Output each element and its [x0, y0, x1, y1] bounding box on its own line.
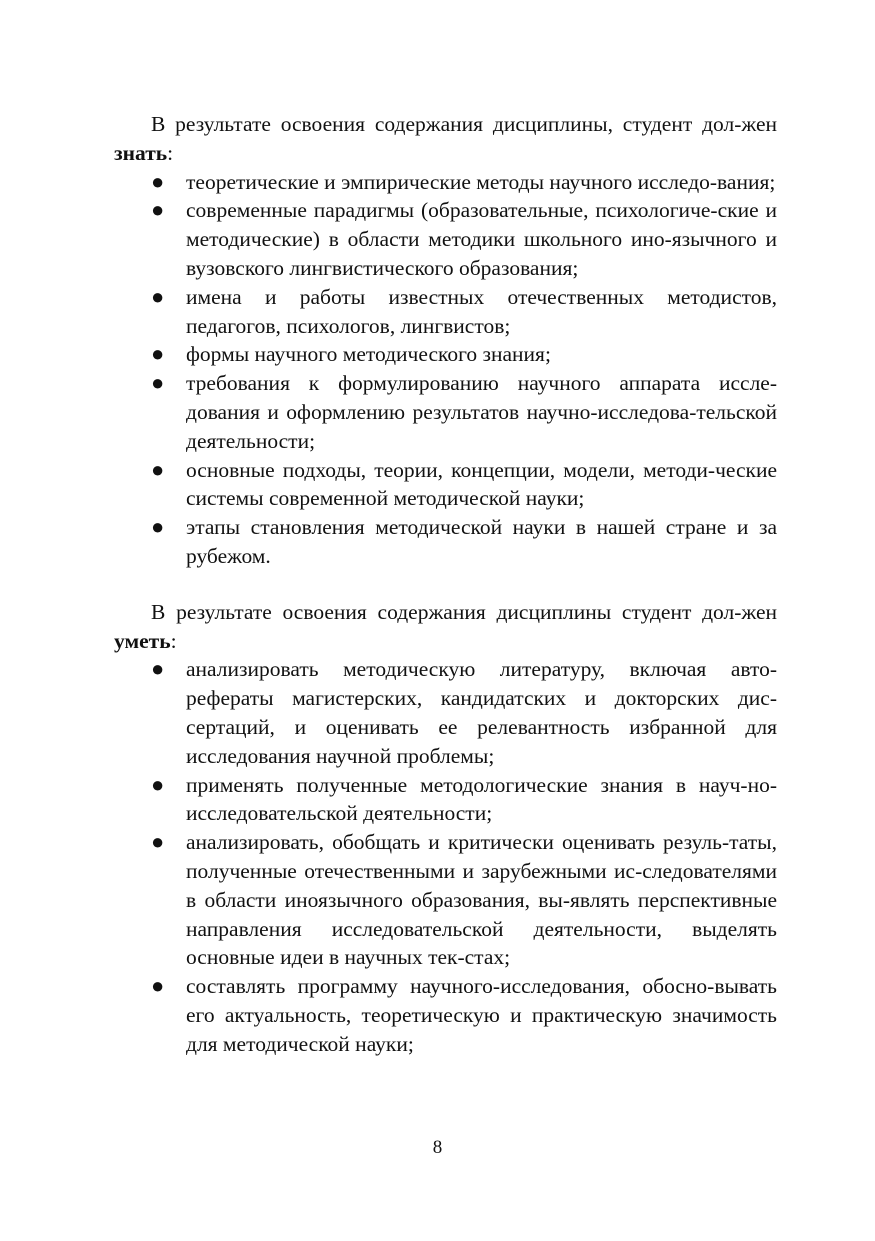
list-item: ● требования к формулированию научного аппарата иссле-дования и оформлению результатов научно-исследова-тельской деятельности; [151, 370, 777, 453]
bullet-icon: ● [151, 973, 165, 999]
bullet-icon: ● [151, 370, 165, 396]
know-intro-text: В результате освоения содержания дисциплины, студент дол-жен [151, 112, 777, 136]
list-item: ● теоретические и эмпирические методы научного исследо-вания; [114, 168, 777, 197]
bullet-icon: ● [151, 771, 165, 797]
bullet-icon: ● [151, 168, 165, 194]
can-intro-paragraph [114, 598, 777, 656]
can-intro-text: В результате освоения содержания дисциплины студент дол-жен [151, 599, 777, 624]
can-colon: : [170, 628, 177, 653]
bullet-icon: ● [151, 197, 165, 223]
list-item: ● формы научного методического знания; [114, 340, 777, 369]
bullet-icon: ● [151, 829, 165, 855]
bullet-icon: ● [151, 456, 165, 482]
list-item: ● анализировать методическую литературу, включая авто-рефераты магистерских, кандидатских и докторских дис-сертаций, и оценивать ее релевантность избранной для исследования научной проблемы; [151, 656, 777, 768]
can-keyword: уметь [114, 628, 171, 653]
know-keyword: знать [114, 140, 168, 165]
list-item: ● составлять программу научного-исследования, обосно-вывать его актуальность, теоретическую и практическую значимость для методической науки; [151, 973, 777, 1056]
list-item: ● применять полученные методологические знания в науч-но-исследовательской деятельности; [151, 771, 777, 826]
list-item: ● основные подходы, теории, концепции, модели, методи-ческие системы современной методической науки; [151, 456, 777, 511]
list-item: ● анализировать, обобщать и критически оценивать резуль-таты, полученные отечественными и зарубежными ис-следователями в области иноязычного образования, вы-являть перспективные направления исследовательской деятельности, выделять основные идеи в научных тек-стах; [151, 829, 777, 970]
list-item: ● современные парадигмы (образовательные, психологиче-ские и методические) в области методики школьного ино-язычного и вузовского лингвистического образования; [151, 197, 777, 280]
bullet-icon: ● [151, 514, 165, 540]
page-body [114, 110, 777, 1059]
know-colon: : [167, 140, 174, 165]
know-list [114, 168, 777, 571]
bullet-icon: ● [151, 656, 165, 682]
bullet-icon: ● [151, 341, 165, 367]
know-intro-paragraph [114, 110, 777, 168]
list-item: ● имена и работы известных отечественных методистов, педагогов, психологов, лингвистов; [151, 283, 777, 338]
bullet-icon: ● [151, 283, 165, 309]
section-spacer [114, 571, 777, 598]
page-number: 8 [432, 1137, 443, 1158]
list-item: ● этапы становления методической науки в нашей стране и за рубежом. [151, 514, 777, 568]
can-list [114, 655, 777, 1058]
